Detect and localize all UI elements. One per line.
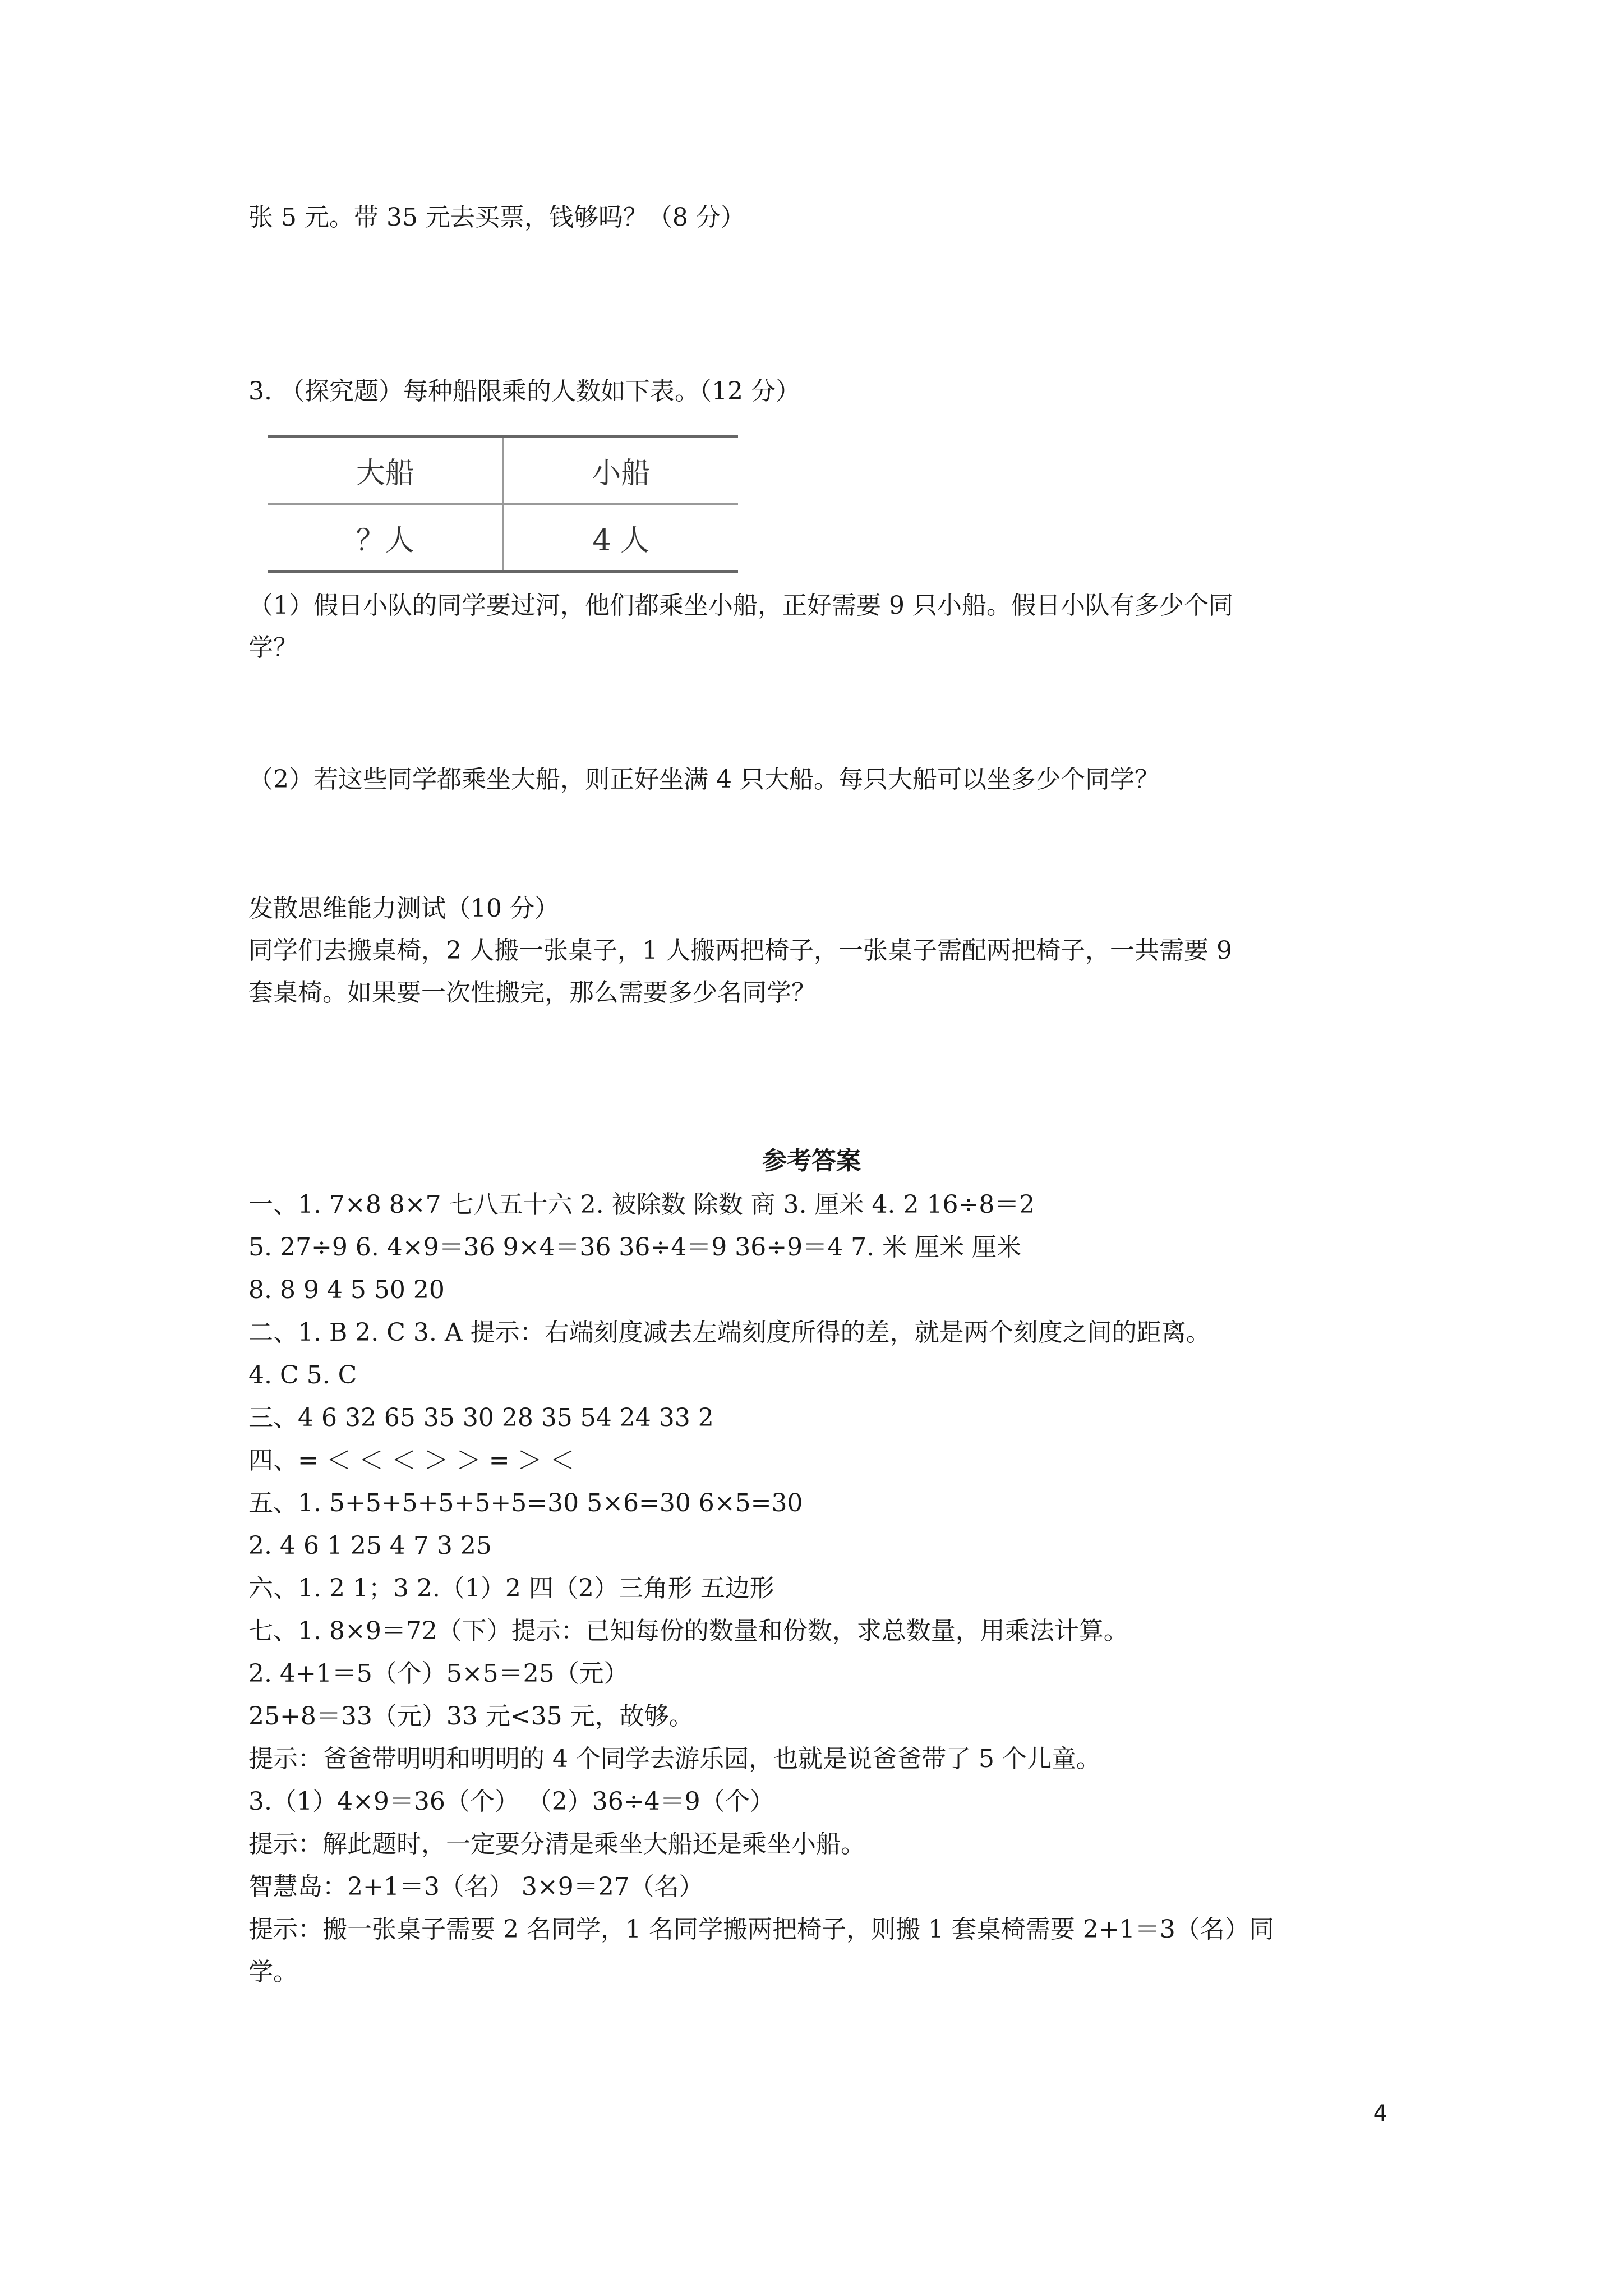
answer-line: 2. 4 6 1 25 4 7 3 25 [248, 1531, 492, 1560]
answer-line: 五、1. 5+5+5+5+5+5=30 5×6=30 6×5=30 [248, 1489, 803, 1517]
question-3-title: 3. （探究题）每种船限乘的人数如下表。（12 分） [248, 377, 800, 406]
answer-line: 2. 4+1＝5（个）5×5＝25（元） [248, 1659, 629, 1688]
table-cell-small-boat: 4 人 [503, 504, 738, 572]
question-2-continued: 张 5 元。带 35 元去买票，钱够吗？（8 分） [248, 203, 745, 232]
answer-line: 七、1. 8×9＝72（下）提示：已知每份的数量和份数，求总数量，用乘法计算。 [248, 1617, 1128, 1645]
table-header-small-boat: 小船 [503, 436, 738, 504]
answer-line: 25+8＝33（元）33 元<35 元，故够。 [248, 1702, 694, 1731]
page-number: 4 [1373, 2101, 1387, 2127]
answer-line: 四、= ＜ ＜ ＜ ＞ ＞ = ＞ ＜ [248, 1446, 575, 1475]
boat-capacity-table [268, 435, 738, 573]
answer-line: 8. 8 9 4 5 50 20 [248, 1276, 445, 1304]
answer-line: 4. C 5. C [248, 1361, 357, 1389]
table-header-big-boat: 大船 [268, 436, 503, 504]
answer-line: 三、4 6 32 65 35 30 28 35 54 24 33 2 [248, 1404, 714, 1432]
question-3-2: （2）若这些同学都乘坐大船，则正好坐满 4 只大船。每只大船可以坐多少个同学？ [248, 765, 1159, 794]
answer-line: 提示：搬一张桌子需要 2 名同学，1 名同学搬两把椅子，则搬 1 套桌椅需要 2+1＝3（名）同 [248, 1915, 1274, 1944]
bonus-title: 发散思维能力测试（10 分） [248, 894, 559, 923]
answer-line: 提示：爸爸带明明和明明的 4 个同学去游乐园，也就是说爸爸带了 5 个儿童。 [248, 1745, 1101, 1773]
answer-line: 提示：解此题时，一定要分清是乘坐大船还是乘坐小船。 [248, 1830, 865, 1858]
table-cell-big-boat: ？人 [268, 504, 503, 572]
question-3-1-line2: 学？ [248, 633, 298, 662]
answers-title: 参考答案 [762, 1147, 861, 1175]
answer-line: 一、1. 7×8 8×7 七八五十六 2. 被除数 除数 商 3. 厘米 4. 2 16÷8＝2 [248, 1190, 1035, 1219]
answer-line: 5. 27÷9 6. 4×9＝36 9×4＝36 36÷4＝9 36÷9＝4 7. 米 厘米 厘米 [248, 1233, 1022, 1262]
answer-line: 智慧岛：2+1＝3（名） 3×9＝27（名） [248, 1872, 704, 1901]
answer-line: 学。 [248, 1958, 298, 1986]
answer-line: 3.（1）4×9＝36（个） （2）36÷4＝9（个） [248, 1787, 774, 1816]
bonus-line2: 套桌椅。如果要一次性搬完，那么需要多少名同学？ [248, 978, 816, 1007]
answer-line: 二、1. B 2. C 3. A 提示：右端刻度减去左端刻度所得的差，就是两个刻度之间的距离。 [248, 1318, 1211, 1347]
question-3-1-line1: （1）假日小队的同学要过河，他们都乘坐小船，正好需要 9 只小船。假日小队有多少个同 [248, 591, 1233, 620]
bonus-line1: 同学们去搬桌椅，2 人搬一张桌子，1 人搬两把椅子，一张桌子需配两把椅子，一共需要 9 [248, 936, 1232, 965]
answer-line: 六、1. 2 1；3 2.（1）2 四（2）三角形 五边形 [248, 1574, 774, 1603]
